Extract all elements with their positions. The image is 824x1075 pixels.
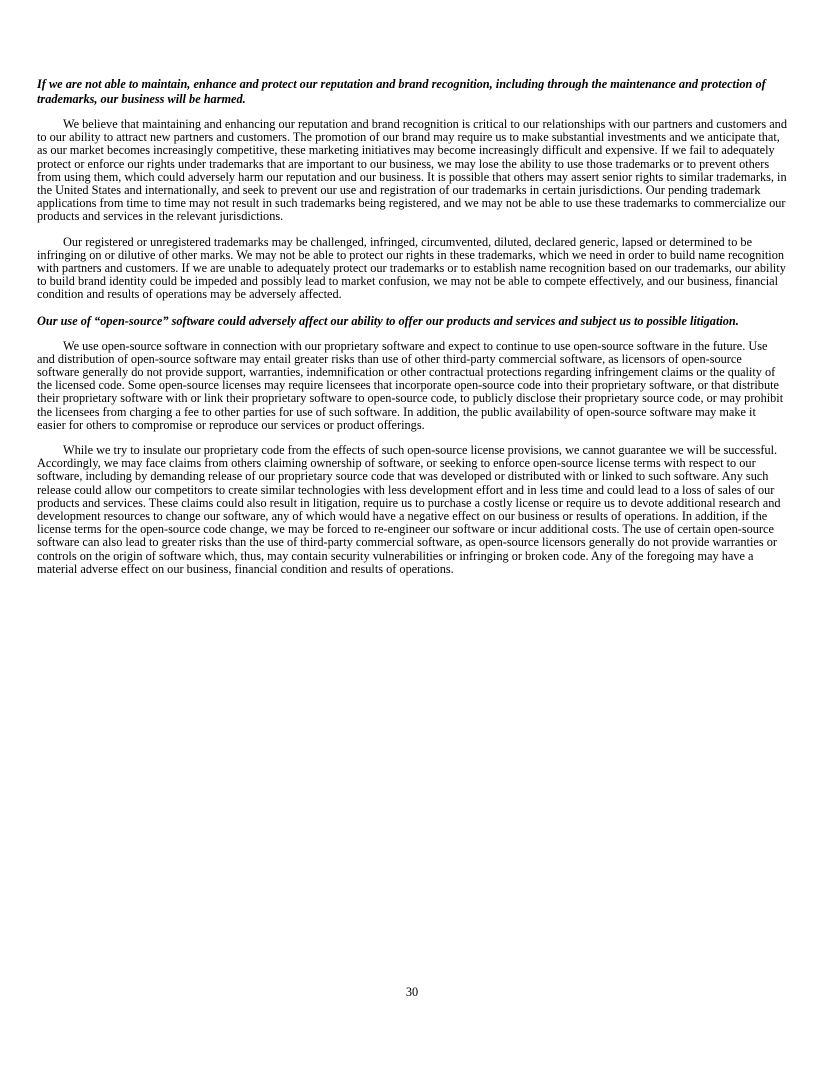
page-number: 30 [405, 985, 419, 999]
paragraph-open-source-claims: While we try to insulate our proprietary code from the effects of such open-source license provisions, we cannot guarantee we will be successful. Accordingly, we may face claims from others claiming ownership of software, or seeking to enforce open-source license terms with respect to our software, including by demanding release of our proprietary source code that was developed or distributed with or linked to such software. Any such release could allow our competitors to create similar technologies with less development effort and in less time and could lead to a loss of sales of our products and services. These claims could also result in litigation, require us to purchase a costly license or require us to devote additional research and development resources to change our software, any of which would have a negative effect on our business or results of operations. In addition, if the license terms for the open-source code change, we may be forced to re-engineer our software or incur additional costs. The use of certain open-source software can also lead to greater risks than the use of third-party commercial software, as open-source licensors generally do not provide warranties or controls on the origin of software which, thus, may contain security vulnerabilities or infringing or broken code. Any of the foregoing may have a material adverse effect on our business, financial condition and results of operations. [37, 443, 781, 576]
section-heading-open-source: Our use of “open-source” software could adversely affect our ability to offer our products and services and subject us to possible litigation. [37, 313, 739, 328]
paragraph-open-source-risks: We use open-source software in connection with our proprietary software and expect to continue to use open-source software in the future. Use and distribution of open-source software may entail greater risks than use of other third-party commercial software, as licensors of open-source software generally do not provide support, warranties, indemnification or other contractual protections regarding infringement claims or the quality of the licensed code. Some open-source licenses may require licensees that incorporate open-source code into their proprietary software, or that distribute their proprietary software with or link their proprietary software to open-source code, to publicly disclose their proprietary source code, or may prohibit the licensees from charging a fee to other parties for use of such software. In addition, the public availability of open-source software may make it easier for others to compromise or reproduce our services or product offerings. [37, 338, 784, 432]
paragraph-brand-recognition: We believe that maintaining and enhancing our reputation and brand recognition is critical to our relationships with our partners and customers and to our ability to attract new partners and customers. The promotion of our brand may require us to make substantial investments and we anticipate that, as our market becomes increasingly competitive, these marketing initiatives may become increasingly difficult and expensive. If we fail to adequately protect or enforce our rights under trademarks that are important to our business, we may lose the ability to use those trademarks or to prevent others from using them, which could adversely harm our reputation and our business. It is possible that others may assert senior rights to similar trademarks, in the United States and internationally, and seek to prevent our use and registration of our trademarks in certain jurisdictions. Our pending trademark applications from time to time may not result in such trademarks being registered, and we may not be able to use these trademarks to commercialize our products and services in the relevant jurisdictions. [37, 117, 787, 224]
paragraph-trademark-challenges: Our registered or unregistered trademarks may be challenged, infringed, circumvented, diluted, declared generic, lapsed or determined to be infringing on or dilutive of other marks. We may not be able to protect our rights in these trademarks, which we need in order to build name recognition with partners and customers. If we are unable to adequately protect our trademarks or to establish name recognition based on our trademarks, our ability to build brand identity could be impeded and possibly lead to market confusion, we may not be able to compete effectively, and our business, financial condition and results of operations may be adversely affected. [37, 234, 786, 302]
document-page [37, 77, 787, 588]
section-heading-trademarks: If we are not able to maintain, enhance and protect our reputation and brand recognition, including through the maintenance and protection of trademarks, our business will be harmed. [37, 77, 766, 106]
